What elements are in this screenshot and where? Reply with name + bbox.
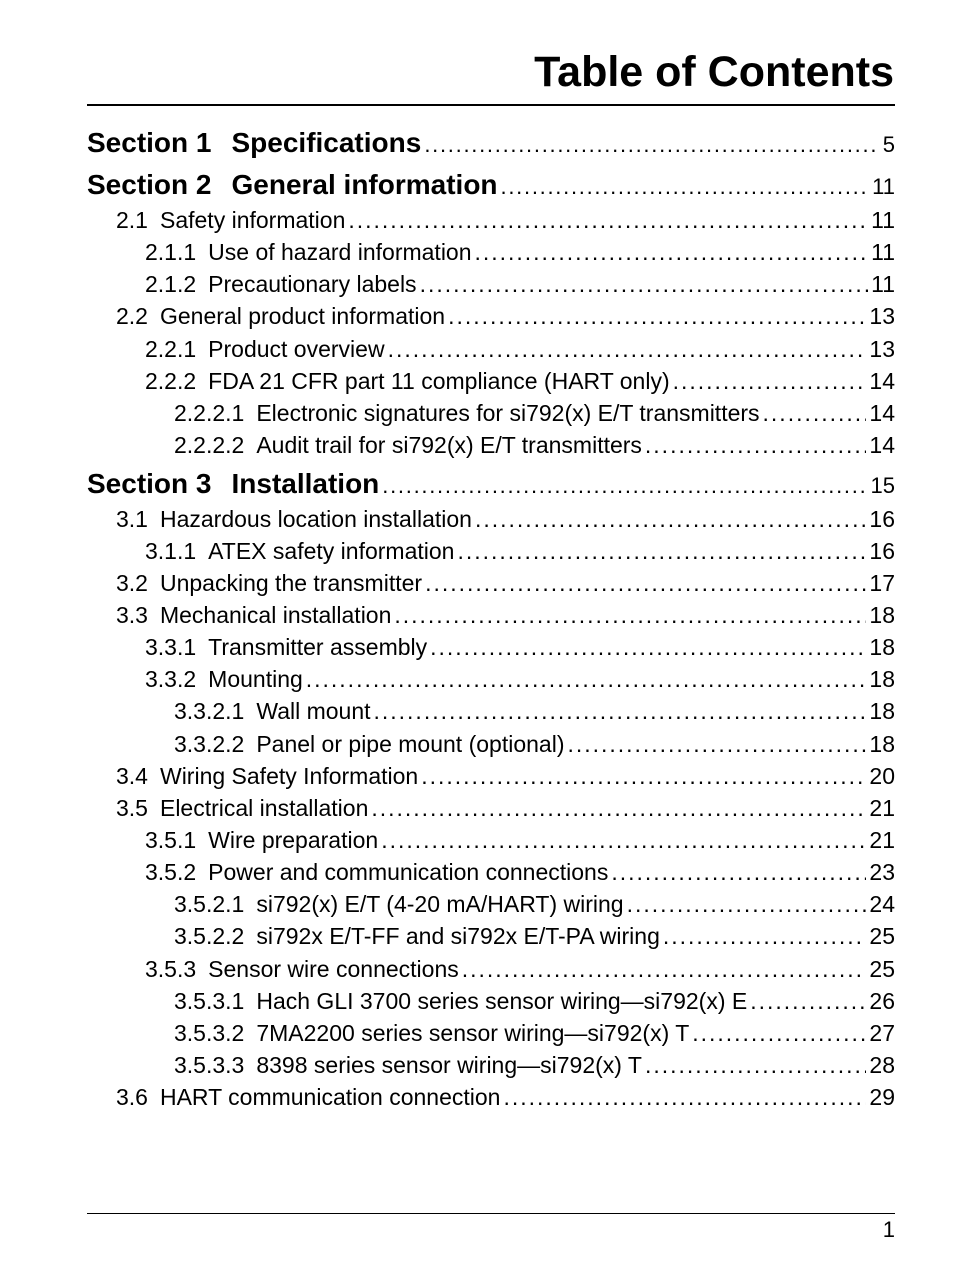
toc-entry-number: 3.5.1 — [145, 827, 197, 853]
toc-entry-number: 3.5.2.2 — [174, 923, 245, 949]
dot-leader — [750, 988, 866, 1015]
toc-entry[interactable] — [145, 336, 895, 366]
toc-entry-title: Unpacking the transmitter — [159, 570, 423, 596]
toc-entry[interactable] — [116, 303, 895, 333]
toc-entry-number: 2.1.2 — [145, 271, 197, 297]
page-number: 1 — [882, 1217, 895, 1242]
toc-entry-page: 18 — [869, 731, 895, 757]
toc-entry[interactable] — [145, 538, 895, 568]
dot-leader — [475, 239, 869, 266]
toc-entry-title: Wiring Safety Information — [159, 763, 419, 789]
toc-entry-number: 2.2.2.1 — [174, 400, 245, 426]
toc-entry[interactable] — [174, 1052, 895, 1082]
toc-entry[interactable] — [145, 666, 895, 696]
toc-entry-page: 5 — [882, 132, 895, 157]
toc-entry-title: Power and communication connections — [208, 859, 609, 885]
toc-entry-number: 3.1.1 — [145, 538, 197, 564]
dot-leader — [420, 271, 869, 298]
toc-entry[interactable] — [145, 271, 895, 301]
dot-leader — [627, 891, 867, 918]
toc-entry-title: Electronic signatures for si792(x) E/T transmitters — [256, 400, 760, 426]
toc-entry-title: FDA 21 CFR part 11 compliance (HART only) — [208, 368, 670, 394]
toc-entry-number: 3.5.3.1 — [174, 988, 245, 1014]
dot-leader — [763, 400, 867, 427]
dot-leader — [457, 538, 866, 565]
toc-entry[interactable] — [174, 891, 895, 921]
toc-entry[interactable] — [145, 956, 895, 986]
toc-entry-title: 7MA2200 series sensor wiring—si792(x) T — [256, 1020, 690, 1046]
toc-entry-number: 2.2.1 — [145, 336, 197, 362]
toc-entry-number: 3.3.2 — [145, 666, 197, 692]
toc-entry-page: 23 — [869, 859, 895, 885]
toc-entry-page: 14 — [869, 432, 895, 458]
dot-leader — [673, 368, 867, 395]
toc-entry-number: Section 2 — [87, 169, 212, 200]
toc-entry-page: 14 — [869, 400, 895, 426]
toc-entry-page: 28 — [869, 1052, 895, 1078]
toc-entry-title: Mechanical installation — [159, 602, 392, 628]
toc-entry-number: 3.5.3.2 — [174, 1020, 245, 1046]
toc-entry-number: 2.2.2 — [145, 368, 197, 394]
toc-entry[interactable] — [174, 1020, 895, 1050]
toc-entry-title: Hach GLI 3700 series sensor wiring—si792(x) E — [256, 988, 748, 1014]
toc-entry-title: Use of hazard information — [208, 239, 472, 265]
toc-entry-title: ATEX safety information — [208, 538, 455, 564]
dot-leader — [501, 174, 870, 200]
toc-entry-page: 18 — [869, 666, 895, 692]
toc-entry-title: 8398 series sensor wiring—si792(x) T — [256, 1052, 642, 1078]
toc-entry[interactable] — [174, 698, 895, 728]
toc-entry[interactable] — [174, 400, 895, 430]
dot-leader — [424, 132, 879, 158]
toc-entry-number: 3.4 — [116, 763, 148, 789]
toc-entry-number: 3.3.2.1 — [174, 698, 245, 724]
toc-entry[interactable] — [116, 602, 895, 632]
toc-entry[interactable] — [116, 1084, 895, 1114]
toc-entry-number: 3.2 — [116, 570, 148, 596]
toc-entry-page: 11 — [871, 207, 895, 233]
toc-entry-title: Hazardous location installation — [159, 506, 472, 532]
toc-entry[interactable] — [145, 827, 895, 857]
toc-entry-number: 3.3.1 — [145, 634, 197, 660]
dot-leader — [381, 827, 866, 854]
toc-entry[interactable] — [116, 795, 895, 825]
toc-entry-title: Wire preparation — [208, 827, 379, 853]
toc-entry-title: Panel or pipe mount (optional) — [256, 731, 565, 757]
toc-entry-page: 11 — [871, 271, 895, 297]
toc-entry-title: Sensor wire connections — [208, 956, 459, 982]
toc-entry-number: 3.5.3 — [145, 956, 197, 982]
toc-entry-page: 25 — [869, 923, 895, 949]
toc-entry-number: 2.2.2.2 — [174, 432, 245, 458]
toc-entry[interactable] — [174, 988, 895, 1018]
toc-entry-title: Precautionary labels — [208, 271, 417, 297]
toc-entry-number: 3.5.2 — [145, 859, 197, 885]
dot-leader — [394, 602, 866, 629]
toc-entry-title: General information — [231, 169, 498, 200]
toc-entry-page: 11 — [872, 174, 895, 199]
toc-entry-page: 24 — [869, 891, 895, 917]
toc-entry[interactable] — [145, 634, 895, 664]
toc-entry-number: 3.6 — [116, 1084, 148, 1110]
toc-entry-page: 18 — [869, 634, 895, 660]
dot-leader — [388, 336, 867, 363]
toc-entry[interactable] — [116, 207, 895, 237]
dot-leader — [421, 763, 866, 790]
footer-divider — [87, 1213, 895, 1214]
dot-leader — [382, 473, 867, 499]
toc-entry-title: Specifications — [231, 127, 422, 158]
toc-entry-page: 13 — [869, 303, 895, 329]
dot-leader — [306, 666, 867, 693]
toc-entry-page: 18 — [869, 698, 895, 724]
toc-entry-page: 17 — [869, 570, 895, 596]
toc-entry-title: Wall mount — [256, 698, 371, 724]
toc-entry-number: 3.1 — [116, 506, 148, 532]
toc-entry-title: Installation — [231, 468, 380, 499]
dot-leader — [663, 923, 867, 950]
title-divider — [87, 104, 895, 106]
dot-leader — [475, 506, 866, 533]
page-title: Table of Contents — [534, 48, 894, 96]
toc-entry-title: Mounting — [208, 666, 303, 692]
toc-entry-number: 3.5.2.1 — [174, 891, 245, 917]
toc-entry-number: 2.1 — [116, 207, 148, 233]
toc-entry[interactable] — [145, 368, 895, 398]
toc-entry-number: 2.1.1 — [145, 239, 197, 265]
toc-entry[interactable] — [174, 432, 895, 462]
toc-entry-page: 21 — [869, 795, 895, 821]
toc-entry-title: si792x E/T-FF and si792x E/T-PA wiring — [256, 923, 660, 949]
dot-leader — [425, 570, 866, 597]
toc-entry-page: 13 — [869, 336, 895, 362]
toc-entry[interactable] — [145, 859, 895, 889]
toc-entry-number: 3.3 — [116, 602, 148, 628]
toc-entry-number: 3.5 — [116, 795, 148, 821]
toc-entry-page: 14 — [869, 368, 895, 394]
toc-entry[interactable] — [174, 923, 895, 953]
toc-entry[interactable] — [145, 239, 895, 269]
toc-entry-section[interactable] — [87, 169, 895, 205]
toc-entry[interactable] — [174, 731, 895, 761]
dot-leader — [645, 432, 866, 459]
toc-entry-title: Product overview — [208, 336, 385, 362]
dot-leader — [462, 956, 867, 983]
toc-entry-page: 25 — [869, 956, 895, 982]
toc-entry-page: 26 — [869, 988, 895, 1014]
toc-entry-section[interactable] — [87, 127, 895, 163]
toc-entry-page: 15 — [870, 473, 895, 498]
dot-leader — [371, 795, 866, 822]
toc-entry-page: 20 — [869, 763, 895, 789]
toc-entry-title: HART communication connection — [159, 1084, 501, 1110]
toc-entry[interactable] — [116, 763, 895, 793]
toc-entry-page: 27 — [869, 1020, 895, 1046]
toc-entry[interactable] — [116, 570, 895, 600]
dot-leader — [645, 1052, 866, 1079]
toc-entry-number: 3.5.3.3 — [174, 1052, 245, 1078]
toc-entry-title: General product information — [159, 303, 446, 329]
toc-entry-page: 16 — [869, 538, 895, 564]
dot-leader — [374, 698, 867, 725]
dot-leader — [611, 859, 866, 886]
toc-entry-title: Electrical installation — [159, 795, 369, 821]
dot-leader — [692, 1020, 866, 1047]
toc-entry-page: 21 — [869, 827, 895, 853]
dot-leader — [503, 1084, 866, 1111]
dot-leader — [348, 207, 868, 234]
toc-entry-title: Safety information — [159, 207, 346, 233]
toc-entry[interactable] — [116, 506, 895, 536]
toc-entry-page: 18 — [869, 602, 895, 628]
toc-entry-title: Transmitter assembly — [208, 634, 428, 660]
toc-entry-page: 11 — [871, 239, 895, 265]
toc-entry-title: Audit trail for si792(x) E/T transmitters — [256, 432, 642, 458]
toc-entry-number: 2.2 — [116, 303, 148, 329]
dot-leader — [430, 634, 866, 661]
dot-leader — [567, 731, 866, 758]
toc-entry-number: Section 1 — [87, 127, 212, 158]
toc-entry-page: 29 — [869, 1084, 895, 1110]
toc-entry-page: 16 — [869, 506, 895, 532]
toc-entry-number: Section 3 — [87, 468, 212, 499]
toc-entry-section[interactable] — [87, 468, 895, 504]
toc-entry-title: si792(x) E/T (4-20 mA/HART) wiring — [256, 891, 624, 917]
dot-leader — [448, 303, 866, 330]
toc-entry-number: 3.3.2.2 — [174, 731, 245, 757]
